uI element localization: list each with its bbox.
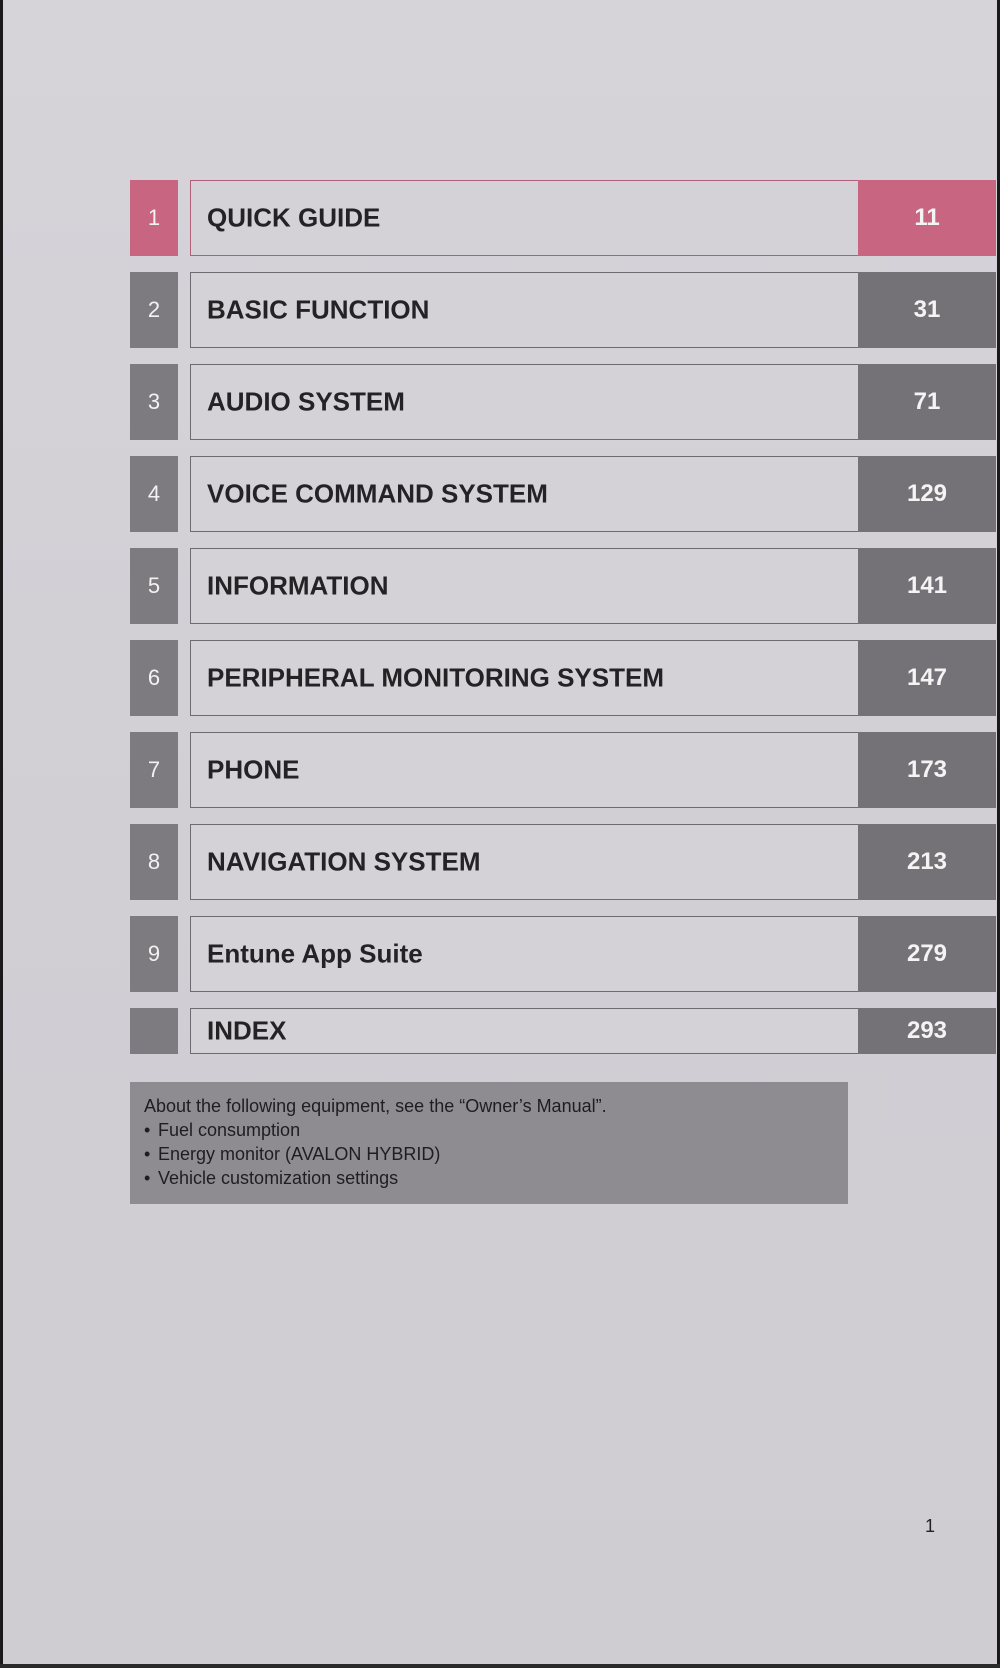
toc-chapter-title: PHONE (207, 754, 300, 785)
toc-page-number: 293 (858, 1008, 996, 1054)
toc-chapter-number: 3 (130, 364, 178, 440)
page-edge-bottom (0, 1664, 1000, 1668)
note-item-text: Energy monitor (AVALON HYBRID) (158, 1144, 441, 1164)
toc-page-number: 129 (858, 456, 996, 532)
toc-chapter-number: 4 (130, 456, 178, 532)
note-list-item (144, 1118, 834, 1142)
toc-entry-peripheral-monitoring-system[interactable] (130, 640, 996, 716)
toc-chapter-number: 1 (130, 180, 178, 256)
toc-chapter-title: VOICE COMMAND SYSTEM (207, 478, 548, 509)
toc-page-number: 141 (858, 548, 996, 624)
toc-chapter-title: BASIC FUNCTION (207, 294, 430, 325)
toc-chapter-number: 7 (130, 732, 178, 808)
toc-chapter-number: 9 (130, 916, 178, 992)
toc-chapter-title: QUICK GUIDE (207, 202, 381, 233)
page-edge-left (0, 0, 3, 1668)
note-item-text: Fuel consumption (158, 1120, 301, 1140)
toc-page-number: 173 (858, 732, 996, 808)
note-item-text: Vehicle customization settings (158, 1168, 399, 1188)
toc-page-number: 31 (858, 272, 996, 348)
toc-entry-index[interactable] (130, 1008, 996, 1054)
toc-entry-voice-command-system[interactable] (130, 456, 996, 532)
toc-entry-information[interactable] (130, 548, 996, 624)
toc-page-number: 279 (858, 916, 996, 992)
note-list-item (144, 1142, 834, 1166)
bullet-icon: • (144, 1144, 151, 1164)
toc-entry-phone[interactable] (130, 732, 996, 808)
note-list-item (144, 1166, 834, 1190)
bullet-icon: • (144, 1120, 151, 1140)
toc-page-number: 147 (858, 640, 996, 716)
equipment-note (130, 1082, 848, 1204)
bullet-icon: • (144, 1168, 151, 1188)
toc-chapter-number (130, 1008, 178, 1054)
toc-chapter-number: 5 (130, 548, 178, 624)
toc-page-number: 71 (858, 364, 996, 440)
toc-chapter-title: INDEX (207, 1015, 287, 1046)
toc-chapter-title: AUDIO SYSTEM (207, 386, 405, 417)
toc-chapter-title: NAVIGATION SYSTEM (207, 846, 481, 877)
toc-chapter-number: 8 (130, 824, 178, 900)
toc-entry-basic-function[interactable] (130, 272, 996, 348)
note-heading: About the following equipment, see the “Owner’s Manual”. (144, 1096, 607, 1116)
toc-entry-audio-system[interactable] (130, 364, 996, 440)
toc-chapter-number: 6 (130, 640, 178, 716)
toc-entry-navigation-system[interactable] (130, 824, 996, 900)
toc-chapter-title: INFORMATION (207, 570, 389, 601)
toc-page-number: 213 (858, 824, 996, 900)
toc-chapter-number: 2 (130, 272, 178, 348)
toc-entry-entune-app-suite[interactable] (130, 916, 996, 992)
page-number: 1 (925, 1516, 936, 1536)
toc-entry-quick-guide[interactable] (130, 180, 996, 256)
toc-page-number: 11 (858, 180, 996, 256)
toc-chapter-title: PERIPHERAL MONITORING SYSTEM (207, 662, 664, 693)
toc-chapter-title: Entune App Suite (207, 938, 423, 969)
